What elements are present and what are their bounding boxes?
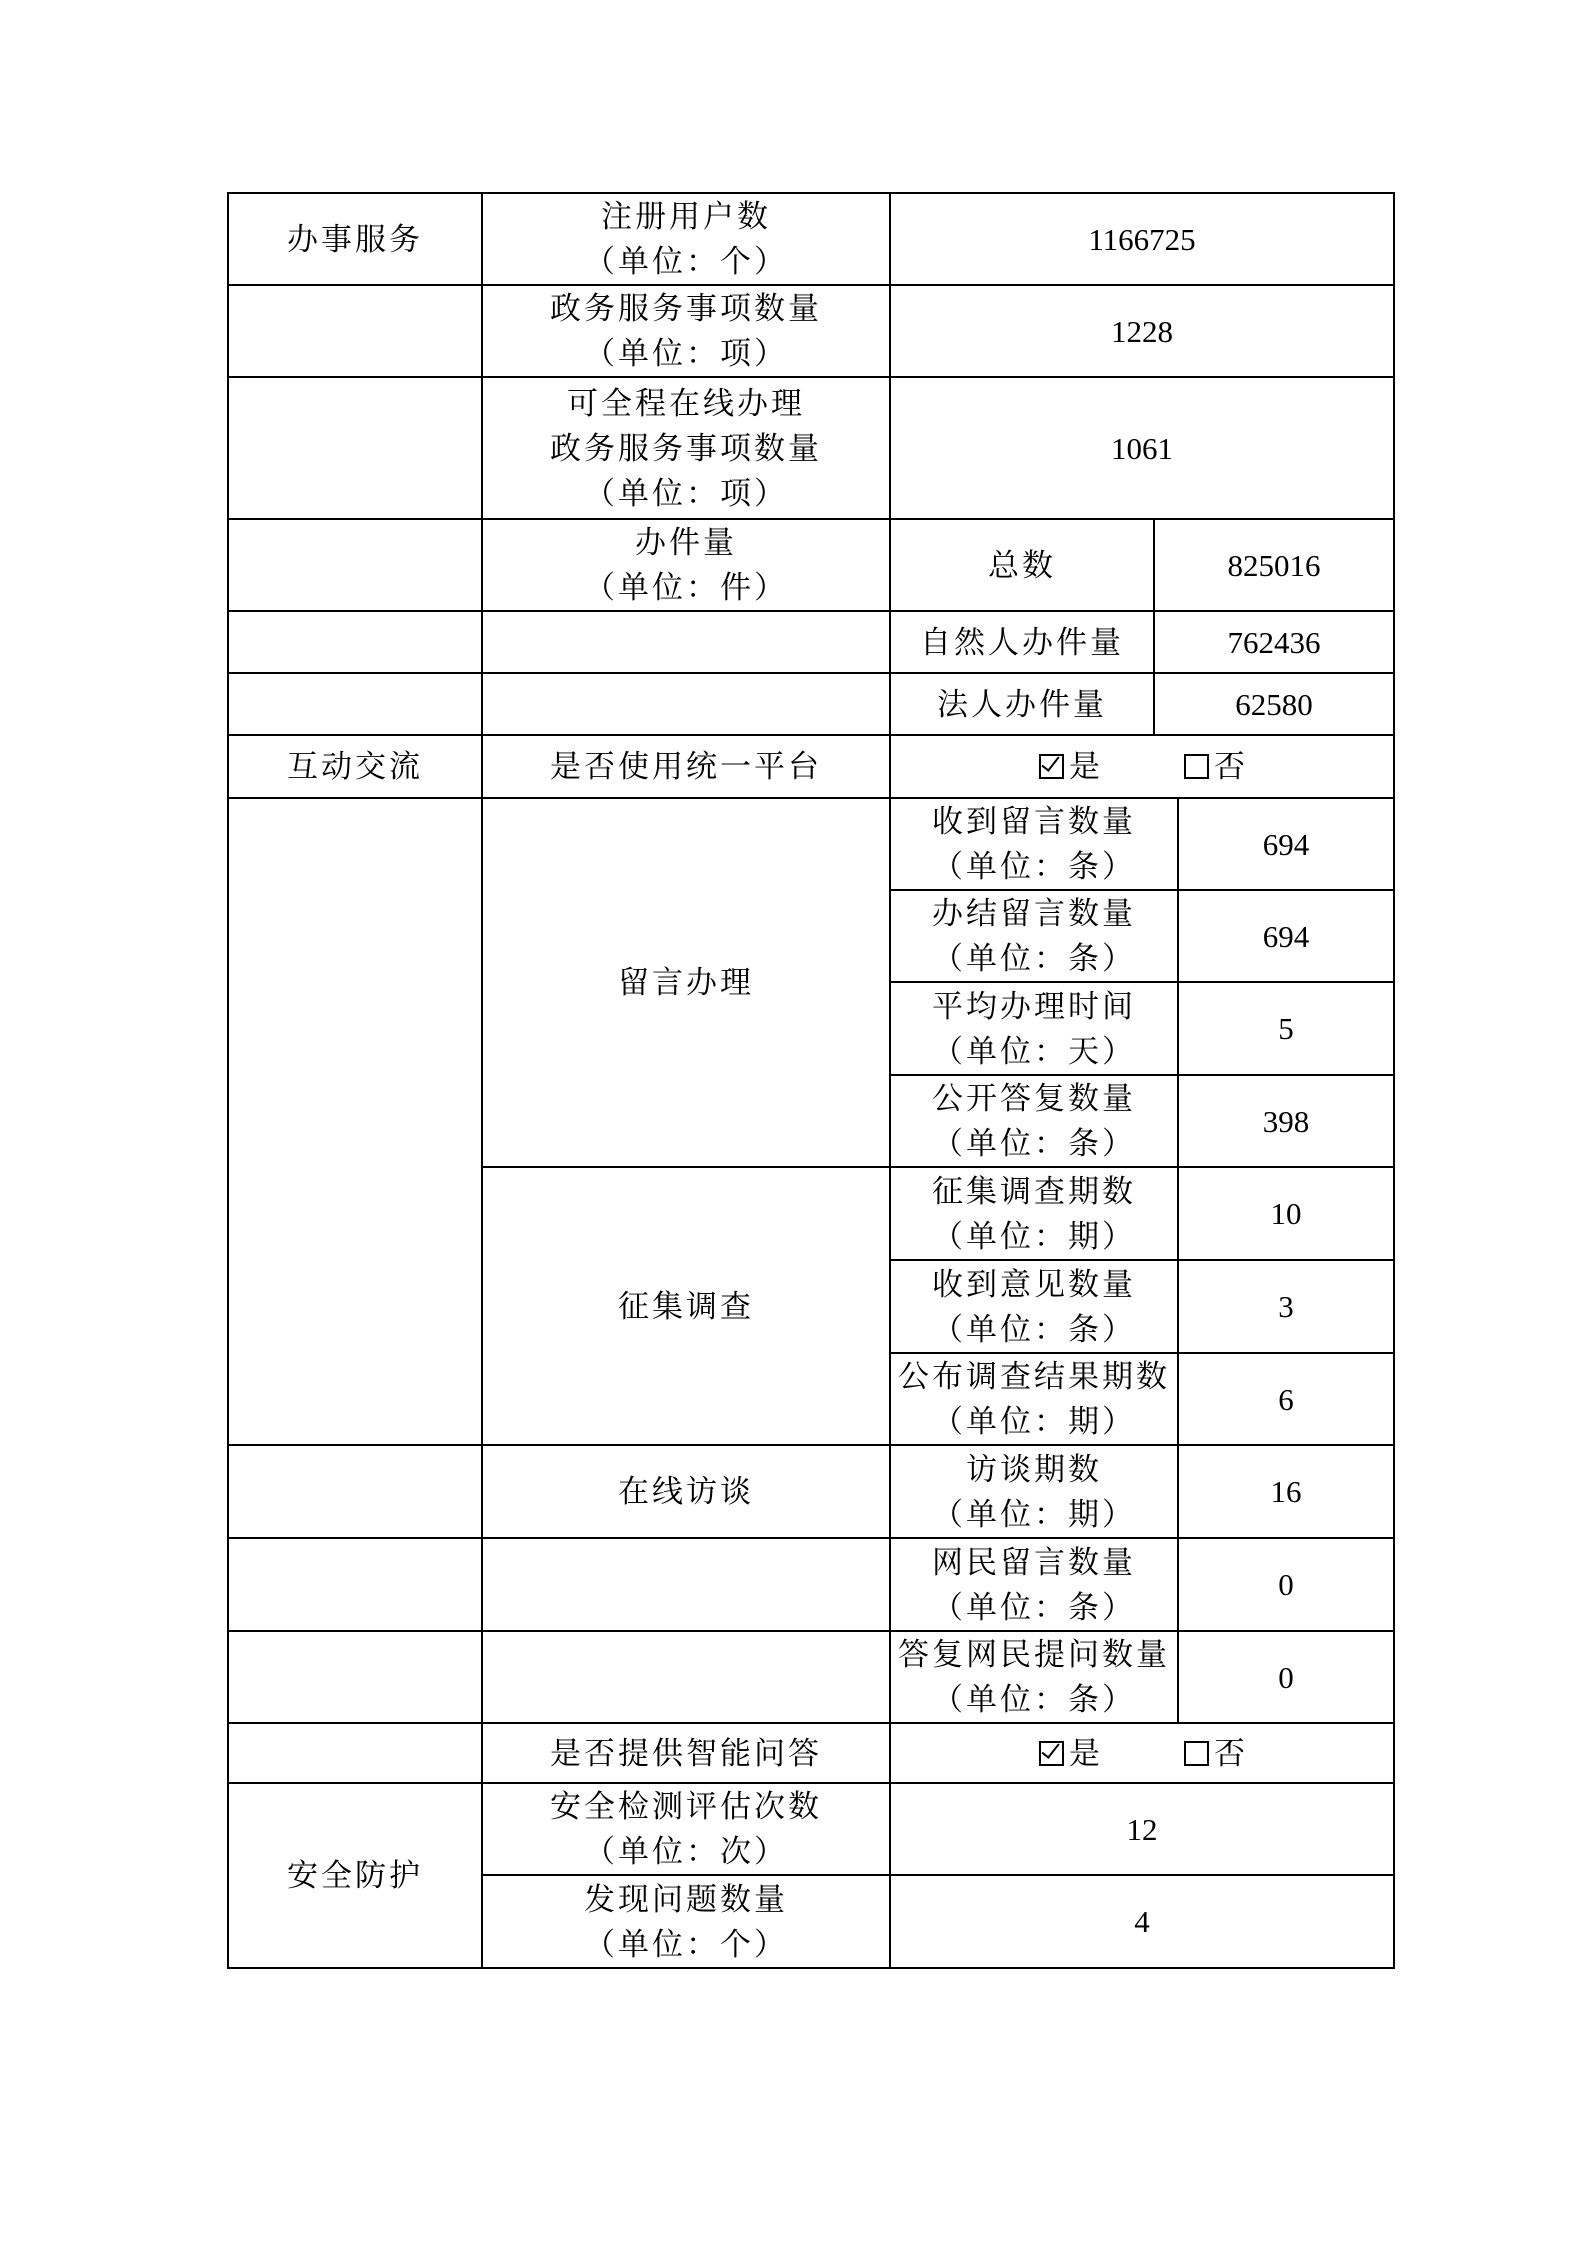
sublabel-unit: （单位：条） xyxy=(932,1126,1136,1161)
checkbox-unchecked-icon xyxy=(1184,754,1209,779)
value-cell-public-replies: 398 xyxy=(1178,1075,1394,1167)
value-cell-registered-users: 1166725 xyxy=(890,193,1394,285)
sublabel-line: 网民留言数量 xyxy=(932,1544,1136,1580)
sublabel-cell-legal-person: 法人办件量 xyxy=(890,673,1154,735)
annual-report-table xyxy=(227,192,1395,1969)
value-cell-unified-platform-checkboxes xyxy=(890,735,1394,798)
value-cell-survey-periods: 10 xyxy=(1178,1167,1394,1260)
sublabel-line: 公布调查结果期数 xyxy=(898,1359,1170,1394)
indicator-unit: （单位：个） xyxy=(584,1926,788,1962)
indicator-unit: （单位：项） xyxy=(584,336,788,371)
yes-option xyxy=(1039,1736,1100,1771)
sublabel-cell-messages-resolved xyxy=(890,890,1178,982)
value-cell-natural-person: 762436 xyxy=(1154,611,1394,673)
indicator-cell-problems-found xyxy=(482,1875,890,1968)
indicator-cell-online-service-items xyxy=(482,377,890,519)
sublabel-line: 公开答复数量 xyxy=(932,1081,1136,1116)
category-cell-empty xyxy=(228,611,482,673)
indicator-cell-case-volume xyxy=(482,519,890,611)
category-cell-banshi-fuwu: 办事服务 xyxy=(228,193,482,285)
category-cell-empty xyxy=(228,1723,482,1783)
category-cell-empty xyxy=(228,1631,482,1723)
sublabel-line: 征集调查期数 xyxy=(932,1173,1136,1209)
indicator-cell-smart-qa: 是否提供智能问答 xyxy=(482,1723,890,1783)
sublabel-unit: （单位：天） xyxy=(932,1033,1136,1069)
indicator-cell-registered-users xyxy=(482,193,890,285)
indicator-unit: （单位：项） xyxy=(584,475,788,511)
sublabel-line: 平均办理时间 xyxy=(932,988,1136,1024)
sublabel-unit: （单位：条） xyxy=(932,941,1136,976)
category-cell-empty xyxy=(228,285,482,377)
indicator-cell-empty xyxy=(482,673,890,735)
sublabel-unit: （单位：条） xyxy=(932,1311,1136,1347)
sublabel-line: 办结留言数量 xyxy=(932,896,1136,931)
sublabel-unit: （单位：期） xyxy=(932,1218,1136,1254)
yes-label: 是 xyxy=(1069,1735,1100,1771)
value-cell-messages-received: 694 xyxy=(1178,798,1394,890)
indicator-line: 可全程在线办理 xyxy=(567,385,805,421)
value-cell-service-items: 1228 xyxy=(890,285,1394,377)
value-cell-opinions-received: 3 xyxy=(1178,1260,1394,1353)
sublabel-cell-netizen-messages xyxy=(890,1538,1178,1631)
sublabel-line: 答复网民提问数量 xyxy=(898,1637,1170,1672)
value-cell-online-service-items: 1061 xyxy=(890,377,1394,519)
value-cell-security-assessments: 12 xyxy=(890,1783,1394,1875)
indicator-line: 政务服务事项数量 xyxy=(550,291,822,326)
no-option xyxy=(1184,749,1245,784)
sublabel-unit: （单位：条） xyxy=(932,1682,1136,1717)
sublabel-unit: （单位：期） xyxy=(932,1496,1136,1532)
sublabel-cell-public-replies xyxy=(890,1075,1178,1167)
value-cell-interview-periods: 16 xyxy=(1178,1445,1394,1538)
category-cell-empty xyxy=(228,1538,482,1631)
category-cell-empty xyxy=(228,673,482,735)
indicator-line: 办件量 xyxy=(635,525,737,560)
sublabel-cell-survey-results-published xyxy=(890,1353,1178,1445)
indicator-cell-security-assessments xyxy=(482,1783,890,1875)
checkbox-checked-icon xyxy=(1039,754,1064,779)
sublabel-cell-survey-periods xyxy=(890,1167,1178,1260)
category-cell-empty-merged xyxy=(228,798,482,1445)
no-label: 否 xyxy=(1214,749,1245,784)
category-cell-hudong-jiaoliu: 互动交流 xyxy=(228,735,482,798)
value-cell-problems-found: 4 xyxy=(890,1875,1394,1968)
indicator-cell-empty xyxy=(482,1631,890,1723)
sublabel-unit: （单位：条） xyxy=(932,1589,1136,1625)
indicator-unit: （单位：个） xyxy=(584,244,788,279)
value-cell-average-handling-time: 5 xyxy=(1178,982,1394,1075)
checkbox-checked-icon xyxy=(1039,1741,1064,1766)
value-cell-netizen-messages: 0 xyxy=(1178,1538,1394,1631)
sublabel-cell-messages-received xyxy=(890,798,1178,890)
indicator-unit: （单位：次） xyxy=(584,1834,788,1869)
value-cell-messages-resolved: 694 xyxy=(1178,890,1394,982)
indicator-cell-online-interview: 在线访谈 xyxy=(482,1445,890,1538)
indicator-cell-unified-platform: 是否使用统一平台 xyxy=(482,735,890,798)
sublabel-line: 收到留言数量 xyxy=(932,804,1136,839)
yes-label: 是 xyxy=(1069,749,1100,784)
sublabel-line: 收到意见数量 xyxy=(932,1266,1136,1302)
value-cell-survey-results-published: 6 xyxy=(1178,1353,1394,1445)
indicator-line: 政务服务事项数量 xyxy=(550,430,822,466)
indicator-cell-empty xyxy=(482,1538,890,1631)
sublabel-line: 访谈期数 xyxy=(966,1451,1102,1487)
indicator-unit: （单位：件） xyxy=(584,570,788,605)
value-cell-netizen-questions-answered: 0 xyxy=(1178,1631,1394,1723)
indicator-cell-service-items xyxy=(482,285,890,377)
yes-option xyxy=(1039,749,1100,784)
indicator-line: 发现问题数量 xyxy=(584,1881,788,1917)
value-cell-total: 825016 xyxy=(1154,519,1394,611)
category-cell-anquan-fanghu: 安全防护 xyxy=(228,1783,482,1968)
no-label: 否 xyxy=(1214,1735,1245,1771)
group-cell-message-handling: 留言办理 xyxy=(482,798,890,1167)
category-cell-empty xyxy=(228,377,482,519)
indicator-line: 安全检测评估次数 xyxy=(550,1789,822,1824)
category-cell-empty xyxy=(228,1445,482,1538)
sublabel-cell-total: 总数 xyxy=(890,519,1154,611)
indicator-line: 注册用户数 xyxy=(601,199,771,234)
value-cell-legal-person: 62580 xyxy=(1154,673,1394,735)
no-option xyxy=(1184,1736,1245,1771)
sublabel-cell-interview-periods xyxy=(890,1445,1178,1538)
checkbox-unchecked-icon xyxy=(1184,1741,1209,1766)
sublabel-unit: （单位：期） xyxy=(932,1404,1136,1439)
sublabel-cell-average-handling-time xyxy=(890,982,1178,1075)
value-cell-smart-qa-checkboxes xyxy=(890,1723,1394,1783)
sublabel-unit: （单位：条） xyxy=(932,849,1136,884)
group-cell-solicitation-survey: 征集调查 xyxy=(482,1167,890,1445)
indicator-cell-empty xyxy=(482,611,890,673)
sublabel-cell-natural-person: 自然人办件量 xyxy=(890,611,1154,673)
sublabel-cell-netizen-questions-answered xyxy=(890,1631,1178,1723)
category-cell-empty xyxy=(228,519,482,611)
sublabel-cell-opinions-received xyxy=(890,1260,1178,1353)
